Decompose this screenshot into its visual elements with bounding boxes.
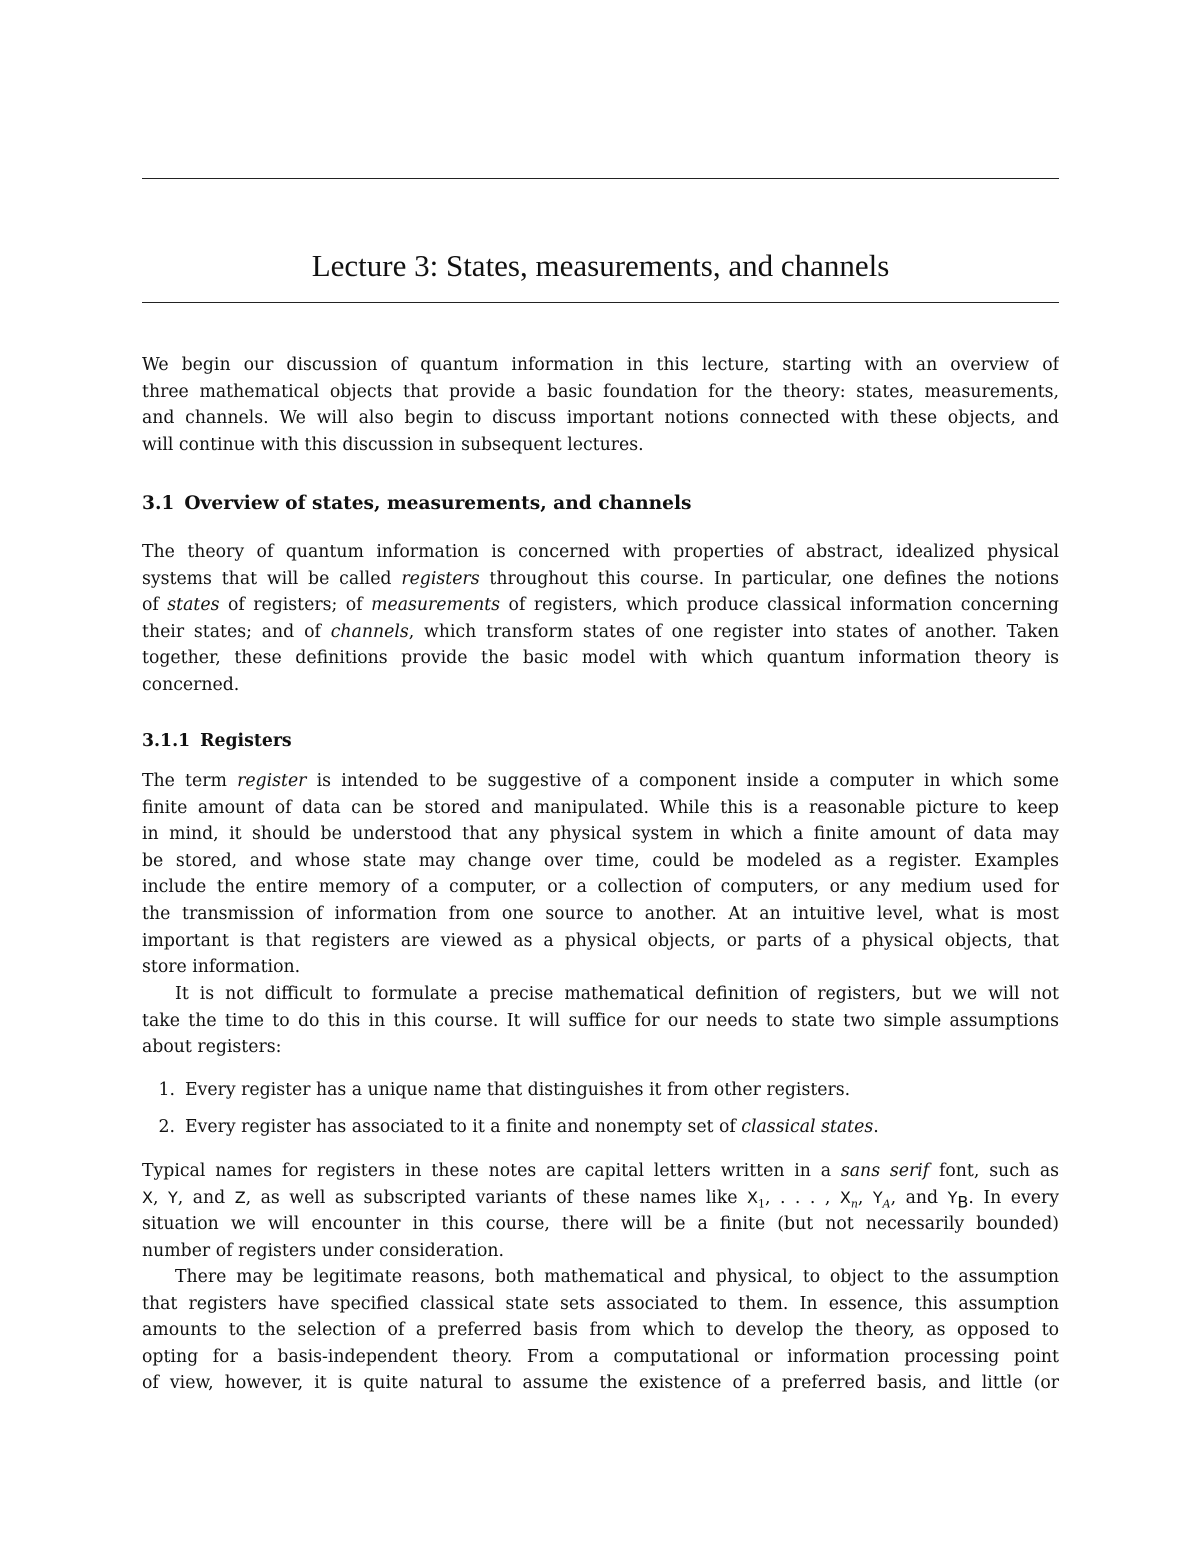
subscript: B [957,1192,969,1212]
list-text: Every register has a unique name that distinguishes it from other registers. [185,1080,851,1100]
text-run: , [152,1187,168,1208]
text-run: , . . . , [764,1187,840,1208]
preferred-basis-line: There may be legitimate reasons, both mathematical and physical, to object to the assumption [175,1267,1059,1287]
text-run: throughout this course. In particular, one defines the notions [479,568,1059,589]
subscript: 1 [757,1197,765,1211]
preferred-basis-line: that registers have specified classical state sets associated to them. In essence, this assumption [142,1293,1059,1314]
emphasis: registers [401,568,480,589]
text-run: is intended to be suggestive of a component inside a computer in which some [306,771,1059,791]
intro-line: will continue with this discussion in subsequent lectures. [142,434,644,455]
intro-line: three mathematical objects that provide a basic foundation for the theory: states, measurements, [142,381,1059,402]
registers-line: the transmission of information from one source to another. At an intuitive level, what is most [142,903,1059,924]
subscript: n [850,1197,858,1211]
list-item [142,1077,1059,1104]
intro-line: and channels. We will also begin to discuss important notions connected with these objects, and [142,408,1059,429]
subscript: A [882,1197,891,1211]
text-run: of registers; of [219,595,372,616]
subsection-number: 3.1.1 [142,731,191,751]
text-run: , and [890,1187,948,1208]
overview-paragraph [142,539,1059,699]
emphasis: sans serif [840,1161,930,1181]
registers-line: store information. [142,957,301,978]
title-rule-bottom [142,302,1059,303]
title-rule-top [142,178,1059,179]
list-number: 1. [158,1080,175,1100]
emphasis: classical states [741,1116,874,1137]
text-run: . In every [968,1187,1059,1208]
overview-line: The theory of quantum information is concerned with properties of abstract, idealized physical [142,542,1059,562]
text-run: systems that will be called [142,568,402,589]
text-run: . [873,1116,879,1137]
preferred-basis-line: amounts to the selection of a preferred basis from which to develop the theory, as opposed to [142,1320,1059,1341]
registers-line: be stored, and whose state may change over time, could be modeled as a register. Examples [142,850,1059,871]
register-symbol: X [839,1187,851,1207]
emphasis: channels [330,621,409,642]
overview-line [142,566,1059,593]
registers-line: important is that registers are viewed as a physical objects, or parts of a physical objects, that [142,930,1059,951]
text-run: of [142,595,168,616]
text-run: their states; and of [142,621,331,642]
registers-line: in mind, it should be understood that any physical system in which a finite amount of data may [142,824,1059,845]
overview-line: concerned. [142,674,240,695]
registers-line: include the entire memory of a computer, or a collection of computers, or any medium used for [142,877,1059,898]
registers-paragraph [142,768,1059,981]
overview-line [142,592,1059,619]
overview-line: together, these definitions provide the basic model with which quantum information theory is [142,648,1059,669]
subsection-heading [142,728,292,754]
register-symbol: Z [234,1187,246,1207]
section-title: Overview of states, measurements, and channels [184,493,692,514]
register-names-line: situation we will encounter in this course, there will be a finite (but not necessarily bounded) [142,1214,1059,1235]
intro-line: We begin our discussion of quantum information in this lecture, starting with an overview of [142,355,1059,375]
register-symbol: Y [947,1187,958,1207]
intro-paragraph [142,352,1059,458]
preferred-basis-line: of view, however, it is quite natural to assume the existence of a preferred basis, and little (or [142,1373,1059,1394]
text-run: , [857,1187,873,1208]
assumptions-intro-line: It is not difficult to formulate a precise mathematical definition of registers, but we will not [175,984,1059,1004]
emphasis: measurements [371,595,501,616]
text-run: Typical names for registers in these notes are capital letters written in a [142,1161,841,1181]
assumptions-intro-line: about registers: [142,1037,282,1058]
text-run: , as well as subscripted variants of these names like [245,1187,748,1208]
text-run: of registers, which produce classical information concerning [500,595,1059,616]
register-names-line: number of registers under consideration. [142,1240,504,1261]
list-item [142,1114,1059,1141]
section-number: 3.1 [142,493,175,514]
text-run: , and [177,1187,235,1208]
lecture-title: Lecture 3: States, measurements, and channels [311,248,890,283]
register-names-paragraph [142,1158,1059,1264]
register-names-line [142,1158,1059,1185]
register-symbol: Y [872,1187,883,1207]
text-run: , which transform states of one register into states of another. Taken [408,621,1059,642]
register-symbol: Y [167,1187,178,1207]
list-number: 2. [158,1116,175,1137]
register-symbol: X [142,1187,153,1207]
emphasis: states [167,595,220,616]
section-heading [142,491,692,517]
list-text [185,1117,879,1137]
subsection-title: Registers [200,731,292,751]
text-run: Every register has associated to it a finite and nonempty set of [185,1116,742,1137]
overview-line [142,619,1059,646]
text-run: font, such as [929,1161,1059,1181]
text-run: The term [142,771,238,791]
preferred-basis-paragraph [142,1264,1059,1397]
preferred-basis-line: opting for a basis-independent theory. From a computational or information processing point [142,1346,1059,1367]
assumptions-intro-line: take the time to do this in this course. It will suffice for our needs to state two simple assumptions [142,1010,1059,1031]
emphasis: register [237,771,307,791]
register-symbol: X [747,1187,758,1207]
registers-line [142,768,1059,795]
registers-line: finite amount of data can be stored and manipulated. While this is a reasonable picture to keep [142,797,1059,818]
assumptions-intro-paragraph [142,981,1059,1061]
register-names-line [142,1185,1059,1212]
assumptions-list [142,1077,1059,1140]
